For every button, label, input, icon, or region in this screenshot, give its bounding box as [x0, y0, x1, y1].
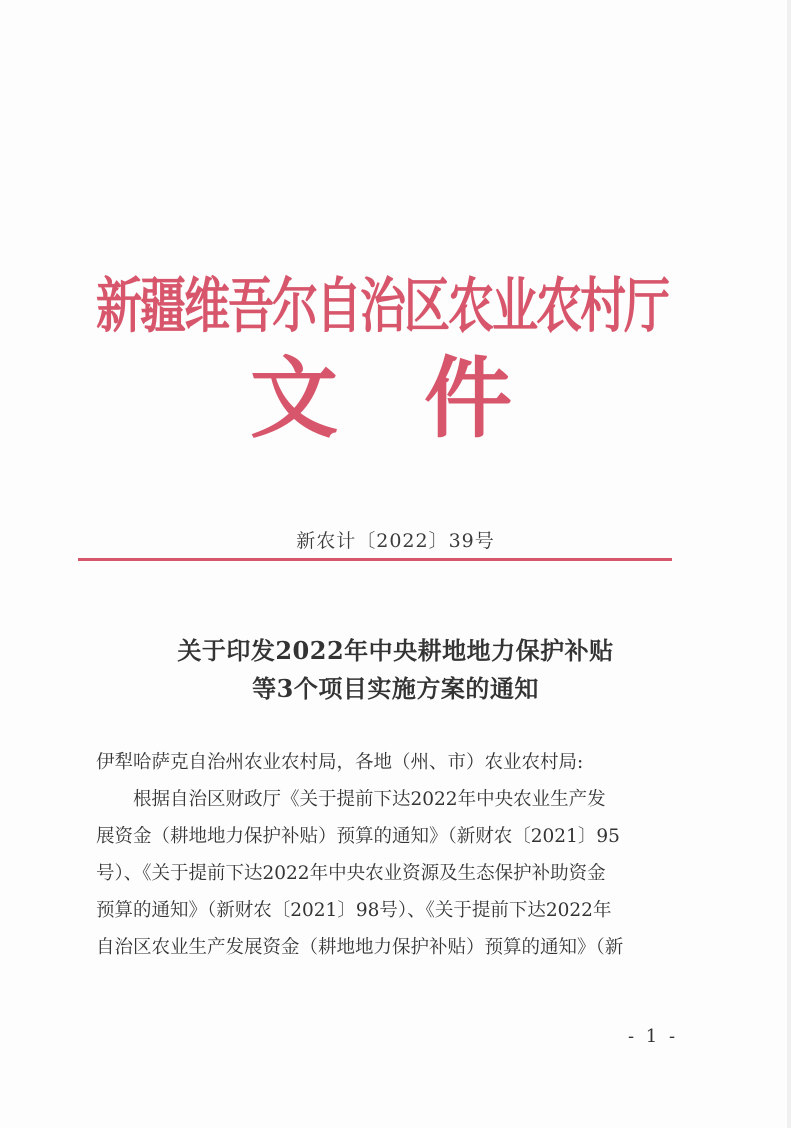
issuing-authority-title: 新疆维吾尔自治区农业农村厅 [96, 270, 668, 341]
notice-body [96, 744, 696, 966]
salutation: 伊犁哈萨克自治州农业农村局，各地（州、市）农业农村局: [96, 752, 584, 773]
body-line-2: 展资金（耕地地力保护补贴）预算的通知》（新财农〔2021〕95 [96, 826, 620, 847]
document-number: 新农计〔2022〕39号 [296, 530, 495, 552]
scan-edge-shadow [787, 0, 791, 1128]
body-line-1: 根据自治区财政厅《关于提前下达2022年中央农业生产发 [133, 789, 606, 810]
body-line-5: 自治区农业生产发展资金（耕地地力保护补贴）预算的通知》（新 [96, 937, 624, 958]
notice-title [0, 632, 791, 708]
notice-title-line-2: 等3个项目实施方案的通知 [252, 674, 539, 703]
document-type-label: 文件 [250, 346, 599, 450]
body-line-4: 预算的通知》（新财农〔2021〕98号）、《关于提前下达2022年 [96, 900, 612, 921]
red-separator-line [78, 558, 672, 561]
body-line-3: 号）、《关于提前下达2022年中央农业资源及生态保护补助资金 [96, 863, 606, 884]
notice-title-line-1: 关于印发2022年中央耕地地力保护补贴 [177, 636, 614, 665]
page-number: - 1 - [628, 1026, 679, 1047]
